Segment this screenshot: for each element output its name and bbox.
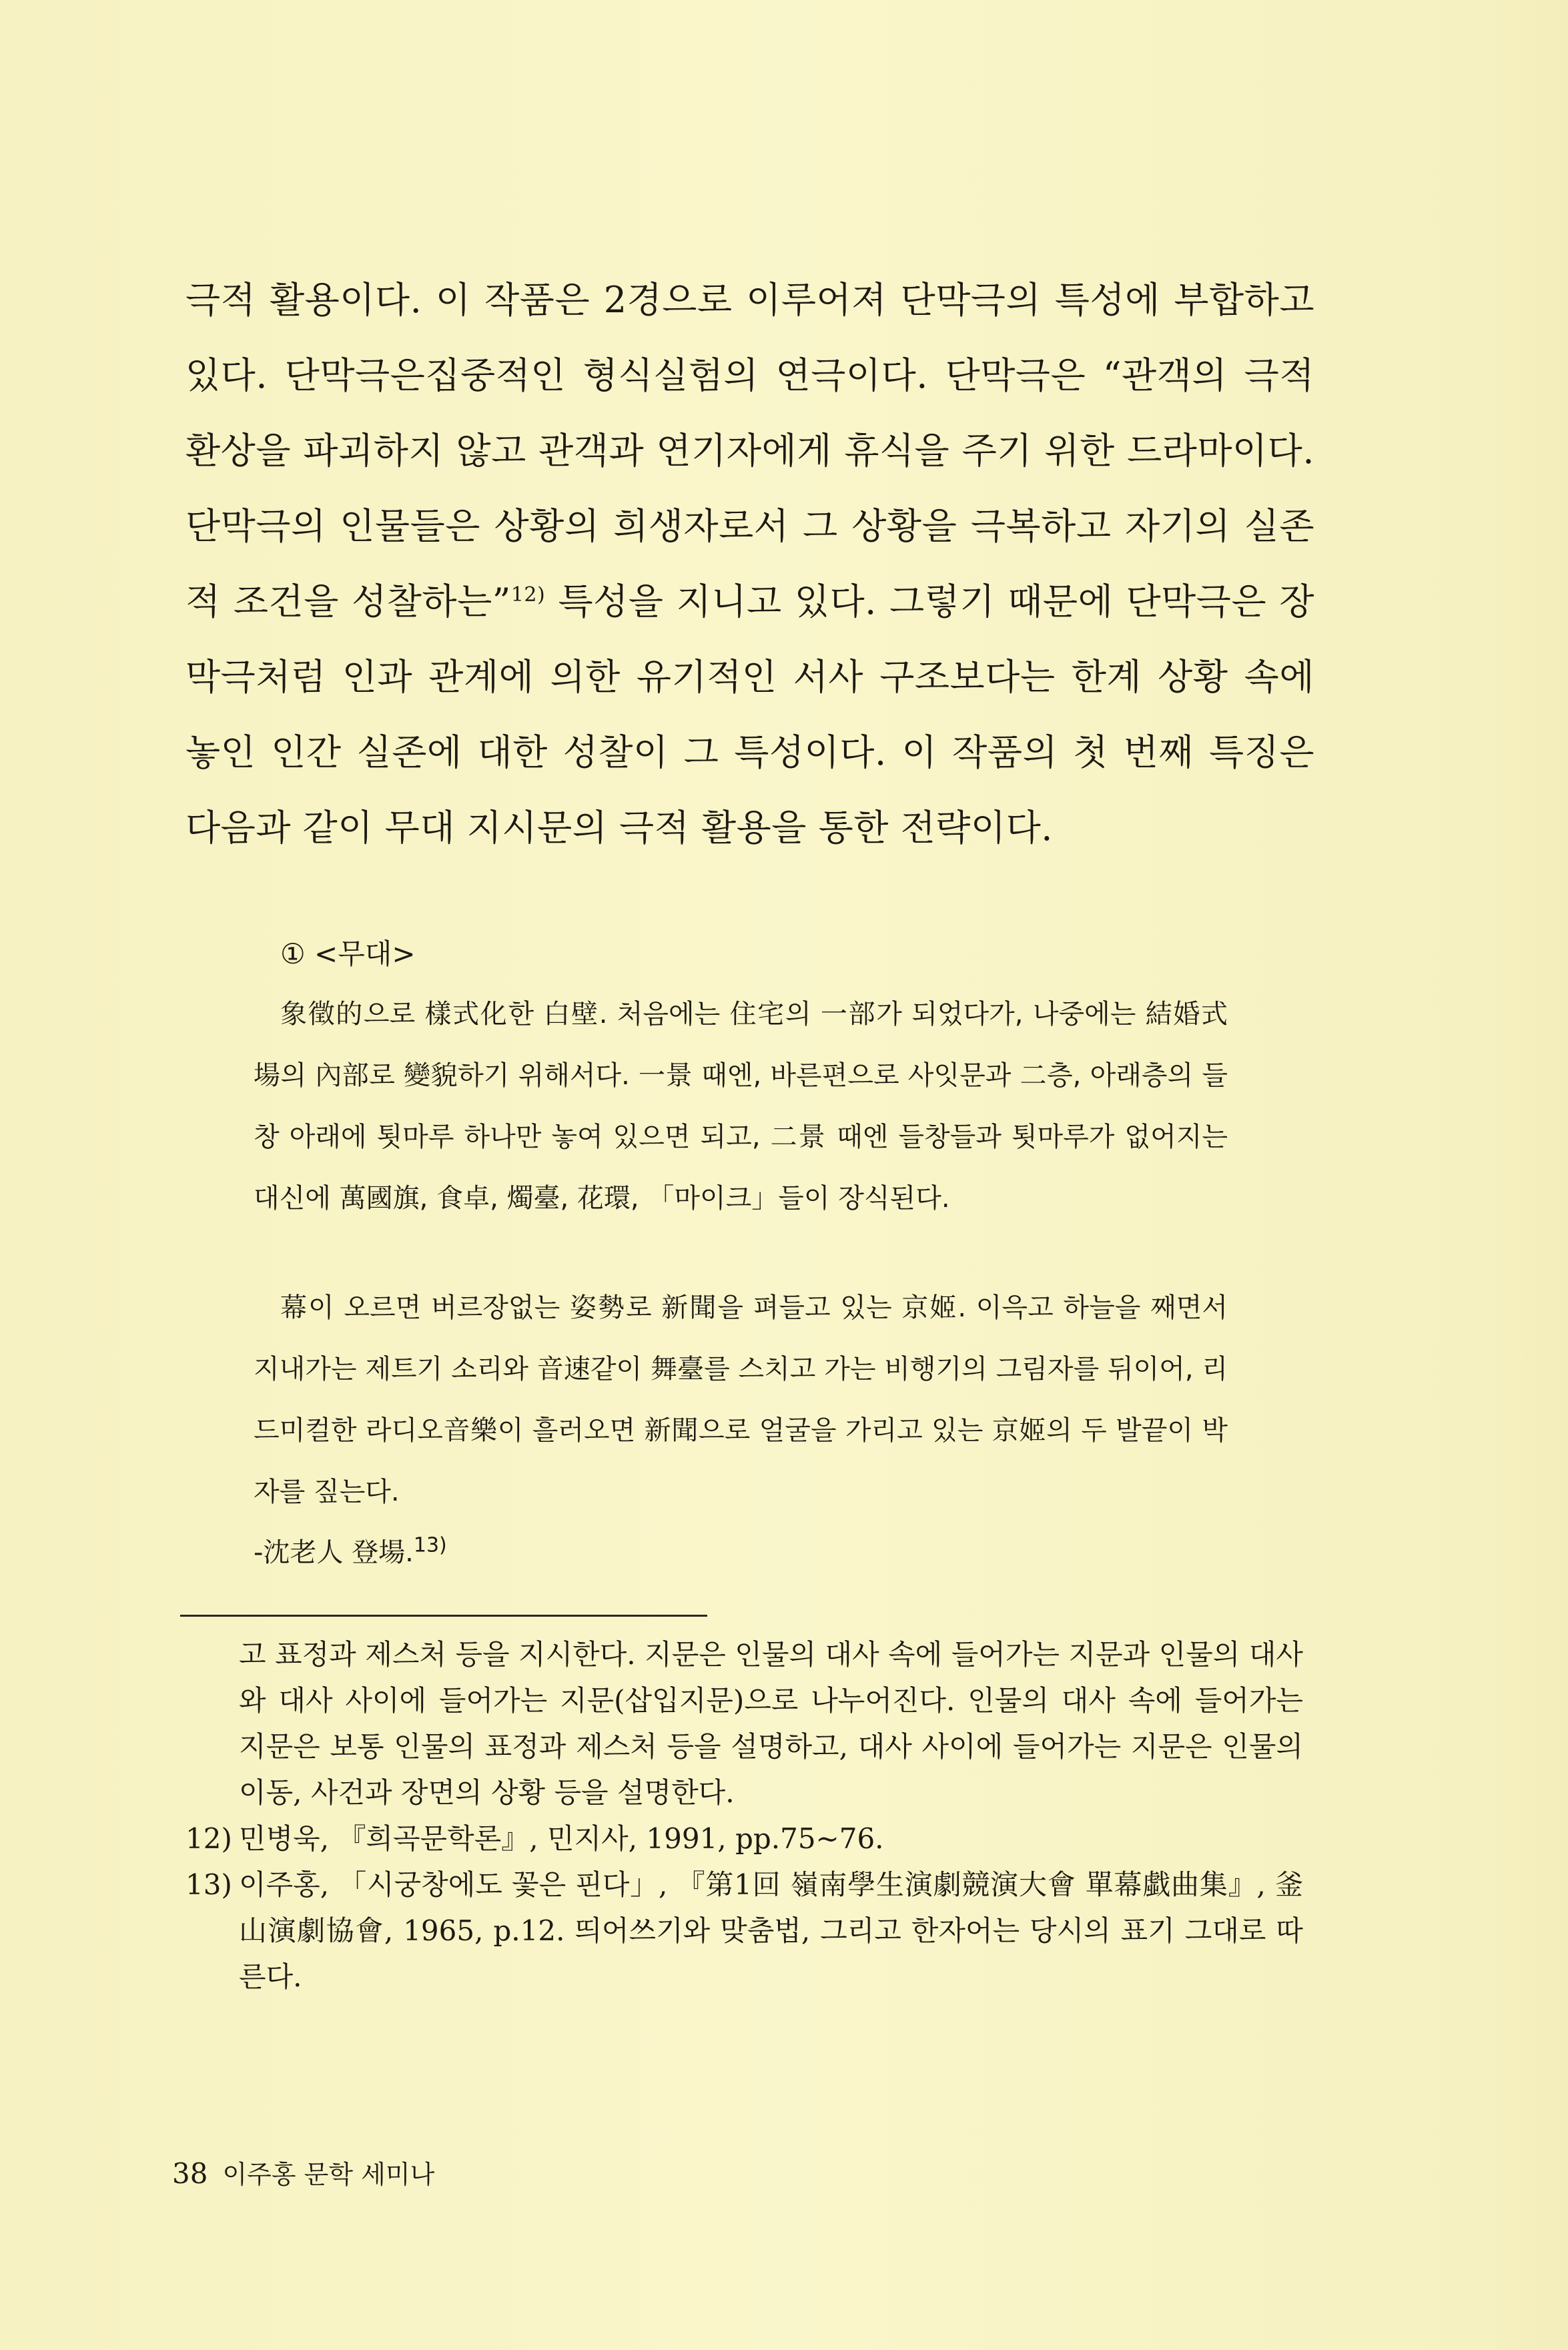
body-paragraph <box>185 262 1314 865</box>
footnote-number: 13) <box>185 1868 232 1901</box>
body-text-part-2: 특성을 지니고 있다. 그렇기 때문에 단막극은 장막극처럼 인과 관계에 의한 유기적인 서사 구조보다는 한계 상황 속에 놓인 인간 실존에 대한 성찰이 그 특성이다. 이 작품의 첫 번째 특징은 다음과 같이 무대 지시문의 극적 활용을 통한 전략이다. <box>185 580 1314 849</box>
body-text-part-1: 극적 활용이다. 이 작품은 2경으로 이루어져 단막극의 특성에 부합하고 있다. 단막극은집중적인 형식실험의 연극이다. 단막극은 “관객의 극적 환상을 파괴하지 않고 관객과 연기자에게 휴식을 주기 위한 드라마이다. 단막극의 인물들은 상황의 희생자로서 그 상황을 극복하고 자기의 실존적 조건을 성찰하는” <box>185 279 1314 623</box>
quote-entrance-line <box>254 1527 1228 1579</box>
footnote-continuation: 고 표정과 제스처 등을 지시한다. 지문은 인물의 대사 속에 들어가는 지문과 인물의 대사와 대사 사이에 들어가는 지문(삽입지문)으로 나누어진다. 인물의 대사 속에 들어가는 지문은 보통 인물의 표정과 제스처 등을 설명하고, 대사 사이에 들어가는 지문은 인물의 이동, 사건과 장면의 상황 등을 설명한다. <box>239 1638 1303 1809</box>
footnote-text: 이주홍, 「시궁창에도 꽃은 핀다」, 『第1回 嶺南學生演劇競演大會 單幕戱曲集』, 釜山演劇協會, 1965, p.12. 띄어쓰기와 맞춤법, 그리고 한자어는 당시의 표기 그대로 따른다. <box>239 1868 1303 1993</box>
footnote-text: 민병욱, 『희곡문학론』, 민지사, 1991, pp.75~76. <box>239 1822 884 1855</box>
stage-direction-quote <box>254 927 1228 1579</box>
footnote-ref-12: 12) <box>510 583 546 607</box>
quote-paragraph-2: 幕이 오르면 버르장없는 姿勢로 新聞을 펴들고 있는 京姬. 이윽고 하늘을 째면서 지내가는 제트기 소리와 音速같이 舞臺를 스치고 가는 비행기의 그림자를 뒤이어, 리드미컬한 라디오音樂이 흘러오면 新聞으로 얼굴을 가리고 있는 京姬의 두 발끝이 박자를 짚는다. <box>254 1292 1228 1507</box>
running-title: 이주홍 문학 세미나 <box>222 2160 435 2189</box>
footnote-12 <box>185 1816 1303 1862</box>
entrance-text: -沈老人 登場. <box>254 1537 414 1568</box>
quote-paragraph-1: 象徵的으로 樣式化한 白壁. 처음에는 住宅의 一部가 되었다가, 나중에는 結婚式場의 內部로 變貌하기 위해서다. 一景 때엔, 바른편으로 사잇문과 二층, 아래층의 들창 아래에 툇마루 하나만 놓여 있으면 되고, 二景 때엔 들창들과 툇마루가 없어지는 대신에 萬國旗, 食卓, 燭臺, 花環, 「마이크」들이 장식된다. <box>254 999 1228 1214</box>
footnote-number: 12) <box>185 1822 232 1855</box>
footnote-ref-13: 13) <box>413 1533 447 1557</box>
footnote-13 <box>185 1862 1303 2000</box>
footnotes <box>185 1631 1303 2000</box>
main-text <box>185 262 1314 865</box>
page-footer <box>172 2154 434 2195</box>
page-number: 38 <box>172 2157 208 2190</box>
quote-heading: ① <무대> <box>280 937 416 970</box>
footnote-divider <box>180 1615 707 1617</box>
